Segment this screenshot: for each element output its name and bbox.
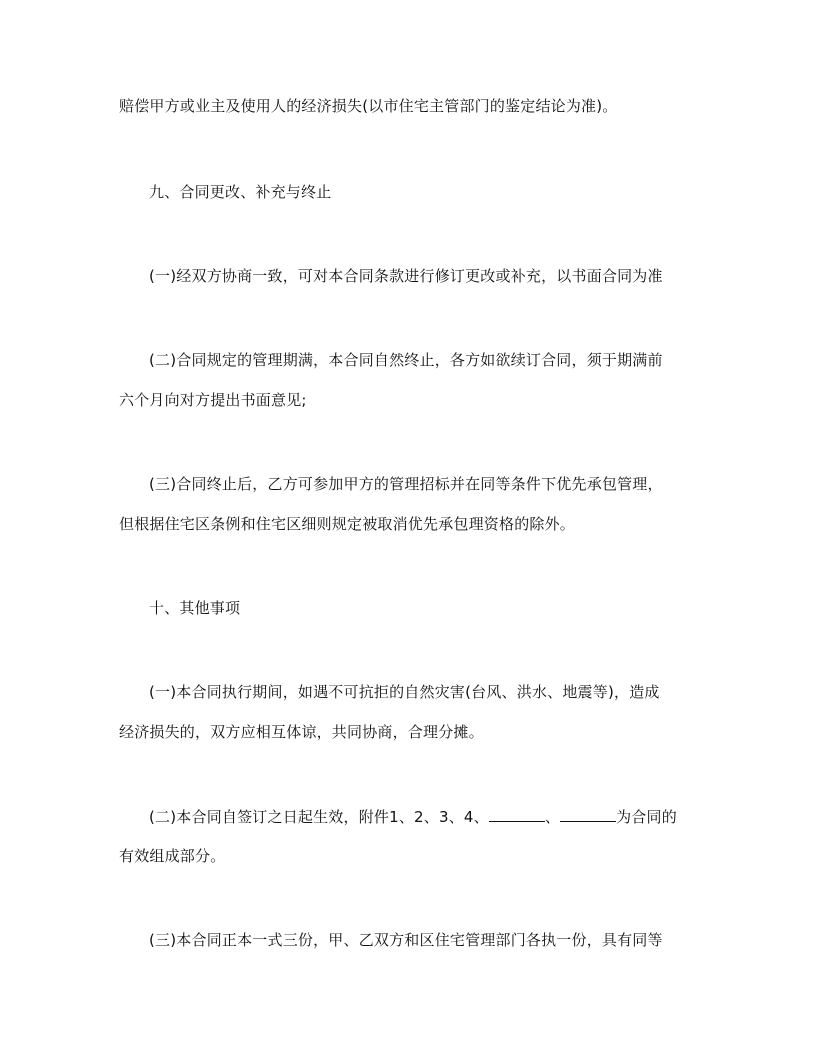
paragraph-line: 六个月向对方提出书面意见; — [119, 391, 307, 409]
text-segment: (二)本合同自签订之日起生效，附件1、2、3、4、 — [149, 808, 489, 826]
fill-in-blank[interactable] — [560, 806, 616, 822]
fill-in-blank[interactable] — [489, 806, 545, 822]
paragraph-line: 但根据住宅区条例和住宅区细则规定被取消优先承包理资格的除外。 — [119, 515, 576, 533]
paragraph-line: (一)本合同执行期间，如遇不可抗拒的自然灾害(台风、洪水、地震等)，造成 — [149, 683, 660, 701]
section-heading-10: 十、其他事项 — [149, 599, 241, 617]
paragraph-line-with-blanks — [149, 806, 677, 827]
paragraph-line: 有效组成部分。 — [119, 847, 226, 865]
paragraph-line: 经济损失的，双方应相互体谅，共同协商，合理分摊。 — [119, 723, 484, 741]
paragraph-line: (一)经双方协商一致，可对本合同条款进行修订更改或补充，以书面合同为准 — [149, 267, 663, 285]
paragraph-line: (三)本合同正本一式三份，甲、乙双方和区住宅管理部门各执一份，具有同等 — [149, 931, 663, 949]
paragraph-line: 赔偿甲方或业主及使用人的经济损失(以市住宅主管部门的鉴定结论为准)。 — [119, 97, 618, 115]
text-segment: 、 — [544, 808, 561, 826]
paragraph-line: (三)合同终止后，乙方可参加甲方的管理招标并在同等条件下优先承包管理， — [149, 475, 663, 493]
paragraph-line: (二)合同规定的管理期满，本合同自然终止，各方如欲续订合同，须于期满前 — [149, 351, 663, 369]
section-heading-9: 九、合同更改、补充与终止 — [149, 183, 332, 201]
text-segment: 为合同的 — [616, 808, 677, 826]
